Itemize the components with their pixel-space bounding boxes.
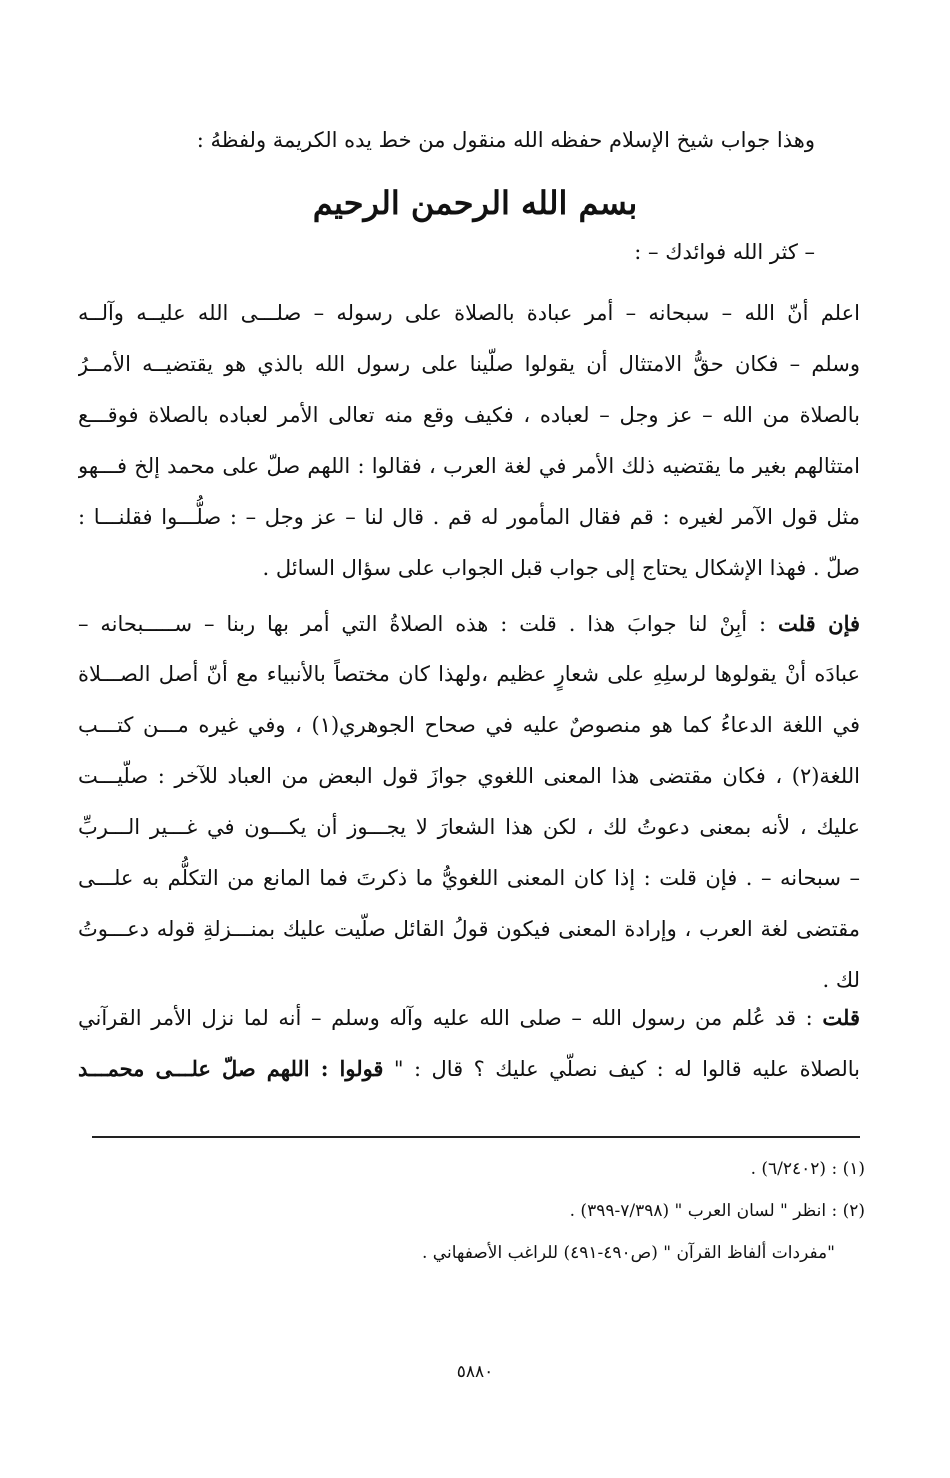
text-line <box>78 992 860 1043</box>
text-line: عليك ، لأنه بمعنى دعوتُ لك ، لكن هذا الشعارَ لا يجـــوز أن يكـــون في غـــير الـــربِّ <box>78 815 860 839</box>
text-line: وسلم – فكان حقُّ الامتثال أن يقولوا صلّينا على رسول الله بالذي هو يقتضيــه الأمــرُ <box>78 352 860 376</box>
footnote-2-continued: "مفردات ألفاظ القرآن " (ص٤٩٠-٤٩١) للراغب الأصفهاني . <box>421 1243 835 1263</box>
quoted-bold-text: قولوا : اللهم صلّ علـــى محمـــد <box>78 1056 384 1081</box>
footnote-divider <box>92 1136 860 1138</box>
paragraph-question <box>78 288 860 594</box>
text-line-plain: بالصلاة عليه قالوا له : كيف نصلّي عليك ؟ قال : " <box>383 1057 860 1081</box>
lead-phrase: فإن قلت <box>778 611 860 636</box>
text-line: – سبحانه – . فإن قلت : إذا كان المعنى اللغويُّ ما ذكرتَ فما المانع من التكلُّم به علـــى <box>78 866 860 890</box>
paragraph-answer <box>78 992 860 1094</box>
basmala-heading: بسم الله الرحمن الرحيم <box>312 184 638 222</box>
page-number: ٥٨٨٠ <box>456 1362 494 1382</box>
text-line: اعلم أنّ الله – سبحانه – أمر عبادة بالصلاة على رسوله – صلـــى الله عليــه وآلــه <box>78 301 860 325</box>
text-line-rest: : قد عُلم من رسول الله – صلى الله عليه وآله وسلم – أنه لما نزل الأمر القرآني <box>78 1006 823 1030</box>
salutation-line: – كثر الله فوائدك – : <box>634 240 815 264</box>
lead-phrase: قلت <box>822 1005 860 1030</box>
text-line: صلّ . فهذا الإشكال يحتاج إلى جواب قبل الجواب على سؤال السائل . <box>262 556 860 580</box>
footnote-2: (٢) : انظر " لسان العرب " (٧/٣٩٨-٣٩٩) . <box>569 1201 865 1221</box>
text-line: في اللغة الدعاءُ كما هو منصوصٌ عليه في صحاح الجوهري(١) ، وفي غيره مـــن كتـــب <box>78 713 860 737</box>
footnote-1: (١) : (٦/٢٤٠٢) . <box>750 1159 865 1179</box>
paragraph-objection <box>78 598 860 1006</box>
text-line <box>78 1043 860 1094</box>
text-line: اللغة(٢) ، فكان مقتضى هذا المعنى اللغوي جوازَ قول البعض من العباد للآخر : صلّيـــت <box>78 764 860 788</box>
footnotes <box>300 1148 865 1274</box>
text-line-rest: : أبِنْ لنا جوابَ هذا . قلت : هذه الصلاةُ التي أمر بها ربنا – ســـــبحانه – <box>78 612 779 636</box>
text-line: امتثالهم بغير ما يقتضيه ذلك الأمر في لغة العرب ، فقالوا : اللهم صلّ على محمد إلخ فـــهو <box>78 454 860 478</box>
text-line: مثل قول الآمر لغيره : قم فقال المأمور له قم . قال لنا – عز وجل – : صلُّـــوا فقلنـــا : <box>78 505 860 529</box>
text-line: لك . <box>822 968 860 992</box>
text-line: بالصلاة من الله – عز وجل – لعباده ، فكيف وقع منه تعالى الأمر لعباده بالصلاة فوقـــع <box>78 403 860 427</box>
text-line: عبادَه أنْ يقولوها لرسلِهِ على شعارٍ عظيم ،ولهذا كان مختصاً بالأنبياء مع أنّ أصل الصـــلاة <box>78 662 860 686</box>
intro-line: وهذا جواب شيخ الإسلام حفظه الله منقول من خط يده الكريمة ولفظهُ : <box>196 128 815 152</box>
text-line: مقتضى لغة العرب ، وإرادة المعنى فيكون قولُ القائل صلّيت عليك بمنـــزلةِ قوله دعـــوتُ <box>78 917 860 941</box>
text-line <box>78 598 860 649</box>
